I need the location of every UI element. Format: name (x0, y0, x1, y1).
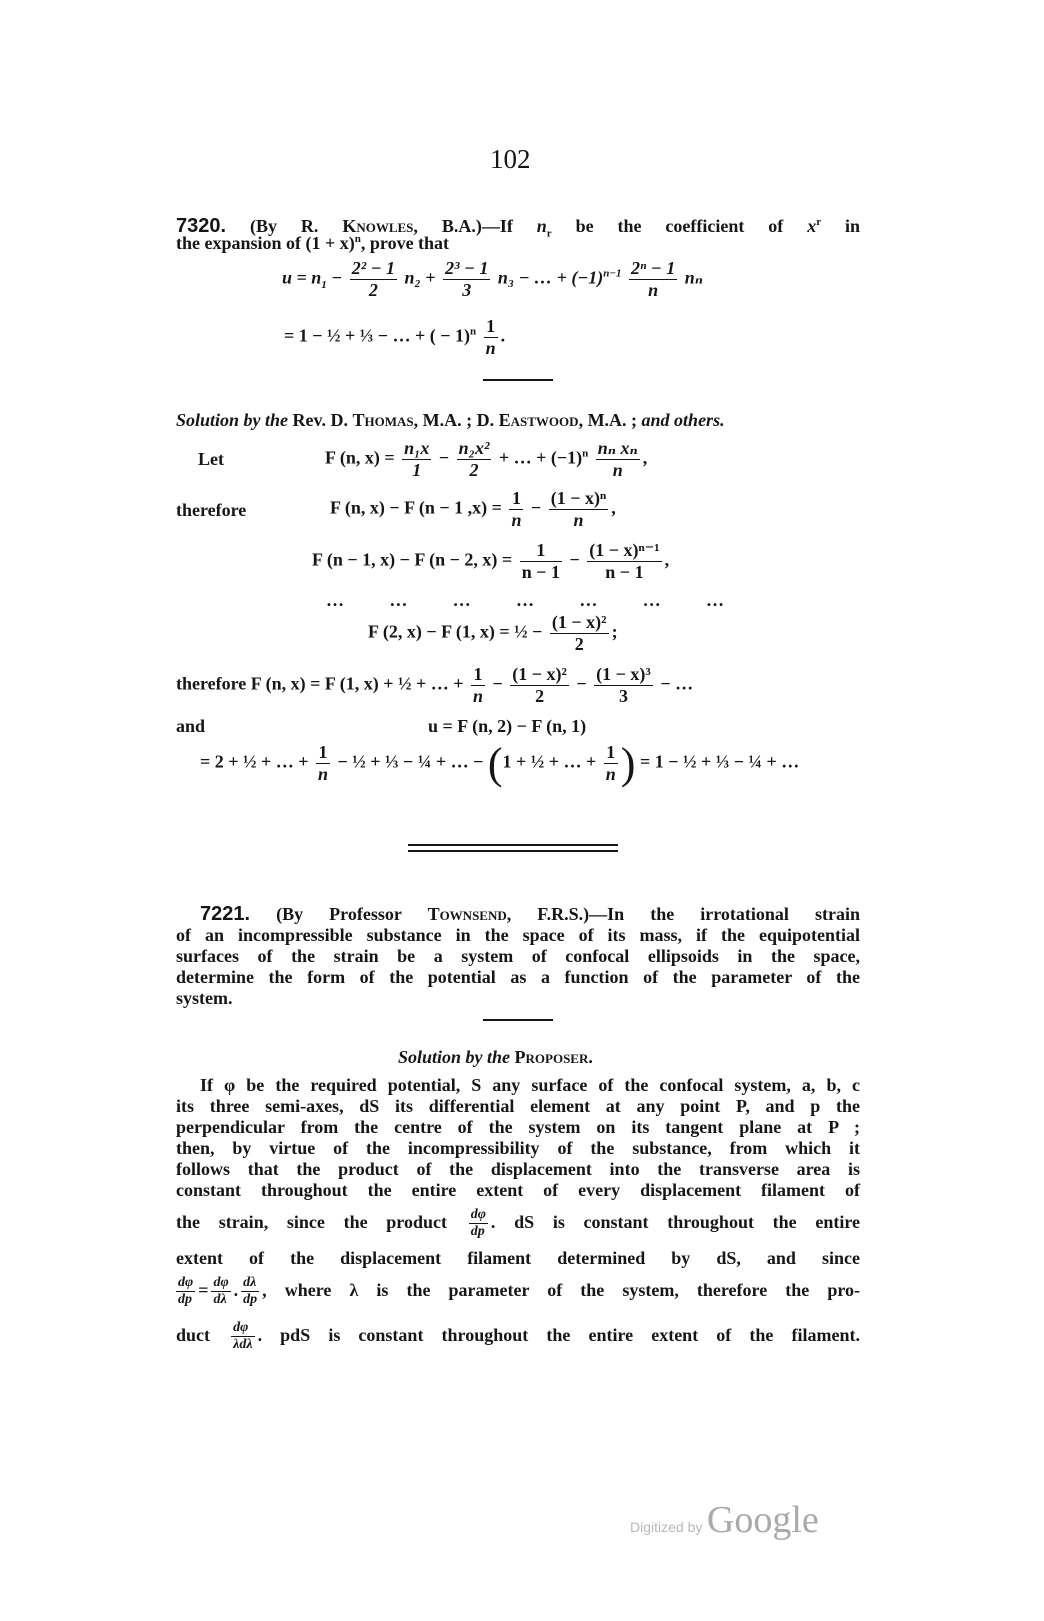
denominator: n (648, 279, 659, 300)
sup: n (582, 447, 589, 460)
denominator: 2 (368, 279, 378, 300)
numerator: 1 (509, 488, 523, 510)
fraction (443, 258, 490, 300)
text: Solution by the (398, 1047, 511, 1067)
text-line (176, 1270, 860, 1310)
fraction (402, 438, 431, 480)
fraction (594, 664, 653, 706)
question-7320-line-2 (176, 233, 449, 254)
fraction (596, 438, 640, 480)
denominator: 2 (535, 685, 545, 706)
text-line (176, 1315, 860, 1355)
equation-difference-n-1 (312, 540, 669, 582)
denominator: n (511, 509, 522, 530)
denominator: n − 1 (521, 561, 560, 582)
section-rule (483, 379, 553, 381)
fraction (211, 1275, 230, 1308)
denominator: 1 (412, 459, 422, 480)
math: nₙ (684, 267, 703, 288)
denominator: n (573, 509, 584, 530)
math: u = n (282, 267, 322, 288)
denominator: dp (243, 1292, 258, 1308)
math: , (642, 447, 648, 468)
text-line: determine the form of the potential as a function of the parameter of the (176, 967, 860, 987)
text: and others. (641, 410, 725, 430)
math: F (n − 1, x) − F (n − 2, x) = (312, 549, 513, 570)
math: , (664, 549, 670, 570)
equation-1 (282, 258, 703, 300)
numerator: n₁x (404, 438, 430, 458)
text: , M.A. ; D. (413, 410, 499, 430)
ellipsis: … (515, 590, 534, 610)
numerator: 1 (520, 540, 562, 562)
ellipsis: … (452, 590, 471, 610)
denominator: n − 1 (605, 561, 644, 582)
ellipsis: … (579, 590, 598, 610)
math: − (530, 497, 542, 518)
var: n (536, 216, 547, 236)
numerator: 2² − 1 (351, 258, 396, 278)
math: 1 + ½ + … + (502, 751, 597, 772)
numerator: 2³ − 1 (445, 258, 489, 278)
math: . (500, 325, 506, 346)
fraction (484, 316, 498, 358)
denominator: n (485, 337, 496, 358)
numerator: (1 − x)² (551, 612, 607, 632)
denominator: 3 (619, 685, 628, 706)
math: − … (660, 673, 694, 694)
math: − (331, 267, 343, 288)
ellipsis: … (642, 590, 661, 610)
math: n₃ − … + (−1) (497, 267, 604, 288)
denominator: n (612, 459, 623, 480)
text: the expansion of (1 + x) (176, 233, 355, 253)
equation-2 (284, 316, 505, 358)
text: be the coefficient of (575, 216, 784, 236)
denominator: dp (470, 1224, 485, 1240)
math: F (n, x) = F (1, x) + ½ + … + (250, 673, 464, 694)
equation-difference-n (330, 488, 616, 530)
section-rule (483, 1019, 553, 1021)
text: Rev. D. (292, 410, 353, 430)
text: Solution by the (176, 410, 289, 430)
text: the strain, since the product (176, 1212, 447, 1232)
sub: 1 (321, 278, 327, 291)
text-line: perpendicular from the centre of the system on its tangent plane at P ; (176, 1117, 860, 1137)
fraction (510, 664, 569, 706)
math: = 1 − ½ + ⅓ − ¼ + … (639, 751, 800, 772)
denominator: n (605, 764, 616, 784)
google-logo: Google (706, 1499, 819, 1541)
math: − (569, 549, 580, 570)
math: ; (611, 621, 618, 642)
numerator: dλ (241, 1275, 259, 1292)
text: . pdS is constant throughout the entire extent of the filament. (257, 1325, 860, 1345)
text: . (233, 1280, 239, 1300)
fraction (471, 664, 485, 706)
equation-difference-2 (368, 612, 618, 654)
numerator: dφ (469, 1207, 488, 1224)
math: − (576, 673, 587, 694)
sup: r (816, 216, 822, 228)
fraction (457, 438, 492, 480)
denominator: n (472, 685, 483, 706)
label-let: Let (198, 449, 224, 469)
numerator: dφ (211, 1275, 230, 1292)
text-line: of an incompressible substance in the space of its mass, if the equipotential (176, 925, 860, 945)
text-line: If φ be the required potential, S any surface of the confocal system, a, b, c (200, 1075, 860, 1095)
math: = 1 − ½ + ⅓ − … + ( − 1) (284, 325, 471, 346)
fraction (629, 258, 677, 300)
fraction (469, 1207, 488, 1240)
text: , B.A.)—If (413, 216, 537, 236)
text-line (176, 1202, 860, 1242)
numerator: (1 − x)² (512, 664, 567, 684)
denominator: 2 (574, 633, 584, 654)
text: , M.A. ; (578, 410, 638, 430)
sub: r (546, 227, 552, 240)
text: (By R. (249, 216, 343, 236)
math: n₂ + (404, 267, 436, 288)
sup: n (354, 233, 361, 245)
question-number: 7221. (200, 903, 251, 925)
numerator: 1 (484, 316, 498, 338)
numerator: 1 (604, 742, 618, 764)
numerator: (1 − x)ⁿ⁻¹ (589, 540, 660, 560)
text: therefore (176, 673, 247, 694)
label-and: and (176, 716, 206, 736)
fraction (316, 742, 330, 784)
fraction (350, 258, 397, 300)
author: Knowles (342, 216, 414, 236)
ellipsis: … (326, 590, 344, 610)
double-rule-bottom (408, 850, 618, 852)
ellipsis-row (326, 590, 724, 611)
google-watermark (630, 1498, 819, 1542)
var: x (807, 216, 817, 236)
fraction (604, 742, 618, 784)
numerator: 2ⁿ − 1 (631, 258, 676, 278)
paren: ) (620, 739, 636, 788)
text: , where λ is the parameter of the system, therefore the pro- (262, 1280, 860, 1300)
watermark-text: Digitized by (630, 1519, 703, 1535)
numerator: n₂x² (458, 438, 490, 458)
text: Proposer. (514, 1047, 593, 1067)
fraction (520, 540, 562, 582)
denominator: dp (178, 1292, 192, 1308)
math: − (492, 673, 503, 694)
numerator: dφ (231, 1320, 254, 1337)
label-therefore: therefore (176, 500, 247, 520)
math: + … + (−1) (498, 447, 583, 468)
sup: n−1 (603, 267, 622, 280)
fraction (549, 488, 609, 530)
numerator: 1 (471, 664, 485, 686)
fraction (231, 1320, 254, 1353)
sup: n (470, 325, 477, 338)
fraction (509, 488, 523, 530)
equation-u: u = F (n, 2) − F (n, 1) (428, 716, 587, 736)
equation-let (325, 438, 647, 480)
page-number: 102 (490, 144, 531, 174)
fraction (587, 540, 661, 582)
text: , prove that (360, 233, 450, 253)
proposer-heading (398, 1047, 593, 1068)
numerator: 1 (316, 742, 330, 764)
equation-final (200, 738, 799, 789)
denominator: λdλ (233, 1337, 253, 1353)
ellipsis: … (389, 590, 408, 610)
fraction (176, 1275, 195, 1308)
text-line: extent of the displacement filament determined by dS, and since (176, 1248, 860, 1268)
author: Thomas (352, 410, 414, 430)
solution-heading (176, 410, 725, 431)
math: F (2, x) − F (1, x) = ½ − (368, 621, 543, 642)
text: duct (176, 1325, 211, 1345)
question-7221-line-1 (176, 904, 860, 925)
denominator: 3 (462, 279, 472, 300)
math: F (n, x) − F (n − 1 ,x) = (330, 497, 502, 518)
math: − ½ + ⅓ − ¼ + … − (337, 751, 484, 772)
text-line: then, by virtue of the incompressibility of the substance, from which it (176, 1138, 860, 1158)
denominator: n (318, 764, 329, 784)
author: Townsend (427, 904, 507, 924)
text-line: its three semi-axes, dS its differential element at any point P, and p the (176, 1096, 860, 1116)
text: (By Professor (276, 904, 428, 924)
fraction (550, 612, 609, 654)
text-line: constant throughout the entire extent of every displacement filament of (176, 1180, 860, 1200)
equation-sum (176, 664, 693, 706)
numerator: (1 − x)³ (596, 664, 651, 684)
math: , (611, 497, 616, 518)
denominator: 2 (469, 459, 479, 480)
numerator: nₙ xₙ (597, 438, 638, 458)
text: . dS is constant throughout the entire (490, 1212, 861, 1232)
math: = 2 + ½ + … + (200, 751, 309, 772)
math: F (n, x) = (325, 447, 395, 468)
paren: ( (487, 739, 503, 788)
author: Eastwood (498, 410, 579, 430)
math: − (438, 447, 450, 468)
question-number: 7320. (176, 215, 227, 237)
text-line: surfaces of the strain be a system of confocal ellipsoids in the space, (176, 946, 860, 966)
denominator: dλ (213, 1292, 227, 1308)
ellipsis: … (705, 590, 724, 610)
text: , F.R.S.)—In the irrotational strain (506, 904, 860, 924)
text-line: follows that the product of the displacement into the transverse area is (176, 1159, 860, 1179)
text-line: system. (176, 988, 233, 1008)
fraction (241, 1275, 259, 1308)
numerator: (1 − x)ⁿ (550, 488, 607, 508)
text: = (198, 1280, 209, 1300)
text: in (845, 216, 861, 236)
numerator: dφ (176, 1275, 195, 1292)
double-rule-top (408, 844, 618, 846)
